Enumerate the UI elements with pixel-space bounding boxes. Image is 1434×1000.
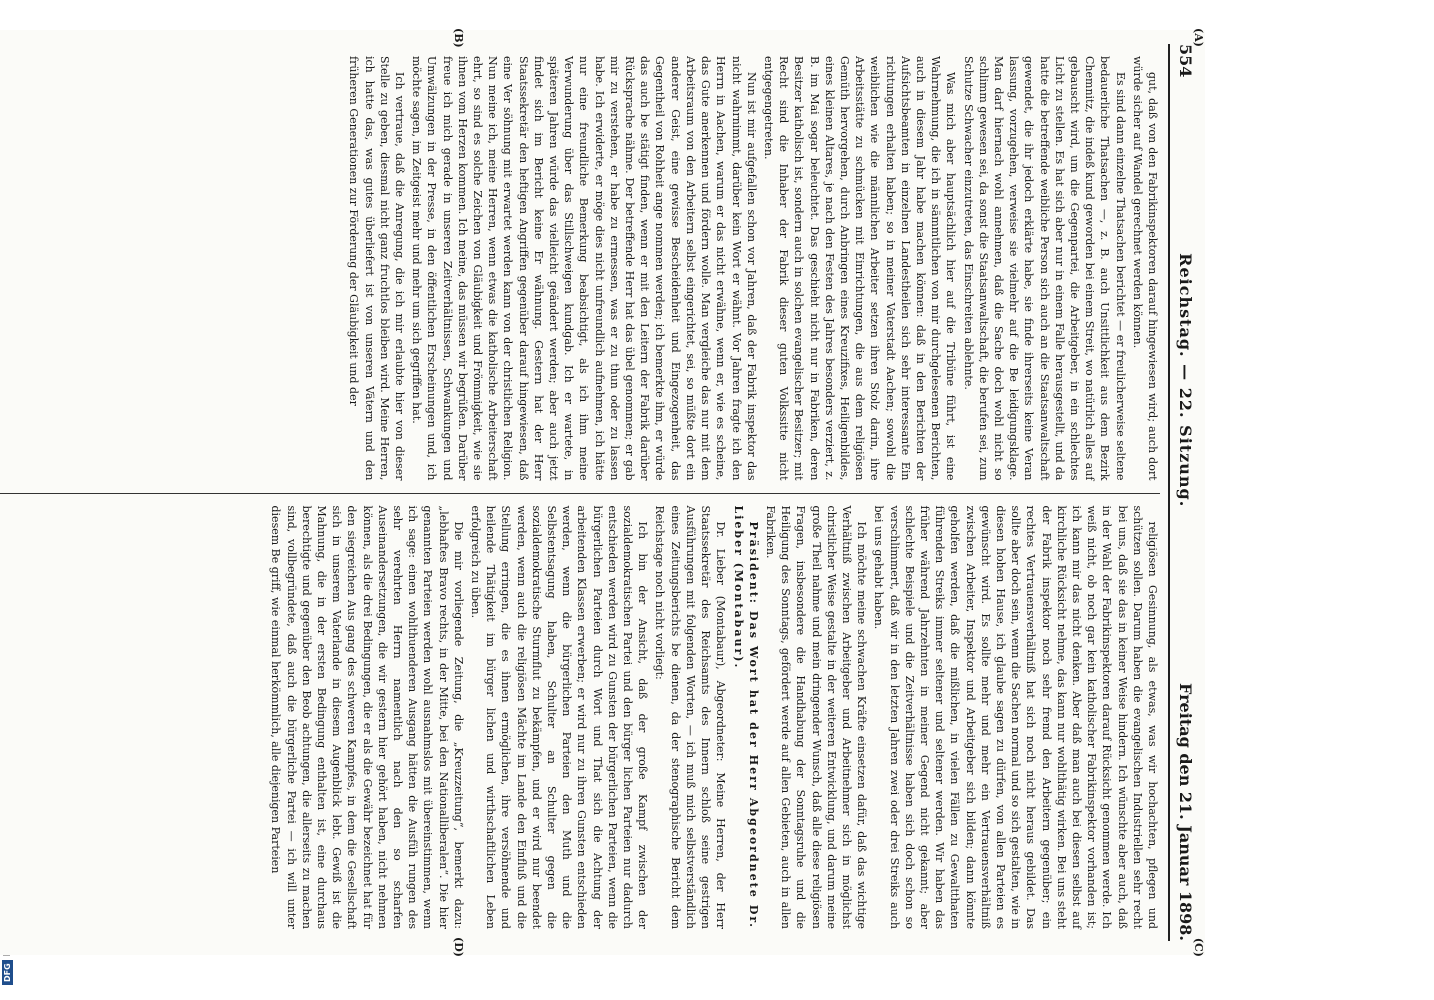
speaker-intro: Dr. Lieber (Montabaur), Abgeordneter: Meine Herren, der Herr Staatssekretär des Reichsamts des Innern schloß seine gestrigen Ausführungen mit folgenden Worten, — ich muß mich selbstverständlich eines Zeitungsberichts be dienen, da der stenographische Bericht dem Reichstage noch nicht vorliegt: (653, 505, 728, 929)
right-column (0, 493, 1160, 942)
paragraph: religiösen Gesinnung, als etwas, was wir hochachten, pflegen und schützen sollen. Darum haben die evangelischen Industriellen sehr recht bei uns, daß sie das in keiner Weise hindern. Ich wünschte aber auch, daß in der Wahl der Fabrikinspektoren darauf Rücksicht genommen werde. Ich weiß nicht, ob noch gar kein katholischer Fabrikinspektor vorhanden ist; ich kann mir das nicht denken. Aber daß man auch bei diesen selbst auf kirchliche Rücksicht nehme, das kann nur wohlthätig wirken. Bei uns steht der Fabrik inspektor noch sehr fremd den Arbeitern gegenüber; ein rechtes Vertrauensverhältniß hat sich noch nicht heraus gebildet. Das sollte aber doch sein, wenn die Sachen normal und so sich gestalten, wie in diesen hohen Hause, ich glaube sagen zu dürfen, von allen Parteien es gewünscht wird. Es sollte mehr und mehr ein Vertrauensverhältniß zwischen Arbeiter, Inspektor und Arbeitgeber sich bilden; dann könnte geholfen werden, daß die mißlichen, in vielen Fällen zu Gewaltthaten führenden Streiks immer seltener und seltener werden. Wir haben das früher während Jahrzehnten in meiner Gegend nicht gekannt; aber schlechte Beispiele und die Zeitverhältnisse haben sich doch schon so verschlimmert, daß wir in den letzten Jahren zwei oder drei Streiks auch bei uns gehabt haben. (872, 505, 1159, 929)
president-remark: Präsident: Das Wort hat der Herr Abgeordnete Dr. Lieber (Montabaur). (731, 505, 760, 929)
margin-marker-c: (C) (1192, 937, 1205, 957)
paragraph: Ich möchte meine schwachen Kräfte einsetzen dafür, daß das wichtige Verhältniß zwischen Arbeitgeber und Arbeitnehmer sich in möglichst christlicher Weise gestalte in der weiteren Entwicklung, und darum meine große Theil nahme und mein dringender Wunsch, daß alle diese religiösen Fragen, insbesondere die Handhabung der Sonntagsruhe und die Heiligung des Sonntags, gefördert werde auf allen Gebieten, auch in allen Fabriken. (763, 505, 869, 929)
text-columns (0, 44, 1160, 941)
quotation: Ich bin der Ansicht, daß der große Kampf zwischen der sozialdemokratischen Partei und den bürger lichen Parteien nur dadurch entschieden werden wird zu Gunsten der bürgerlichen Parteien, wenn die bürgerlichen Parteien durch Wort und That sich die Achtung der arbeitenden Klassen erwerben; er wird nur zu ihren Gunsten entschieden werden, wenn die bürgerlichen Parteien den Muth und die Selbstentsagung haben, Schulter an Schulter gegen die sozialdemokratische Sturmflut zu bekämpfen, und er wird nur beendet werden, wenn auch die religiösen Mächte im Lande den Einfluß und die Stellung erringen, die es ihnen ermöglichen, ihre versöhnende und heilende Thätigkeit im bürger lichen und wirthschaftlichen Leben erfolgreich zu üben. (469, 505, 650, 929)
paragraph: Es sind dann einzelne Thatsachen berichtet — er freulicherweise seltene bedauerliche Thatsachen —, z. B. auch Unsittlichkeit aus dem Bezirk Chemnitz, die indeß kund geworden bei einem Streit, wo natürlich alles auf gebauscht wird, um die Gegenpartei, die Arbeitgeber, in ein schlechtes Licht zu stellen. Es hat sich aber nur in einem Falle herausgestellt, und da hatte die betreffende weibliche Person sich auch an die Staatsanwaltschaft gewendet, die ihr jedoch erklärte habe, sie finde ihrerseits keine Veran lassung, vorzugehen, verweise sie vielmehr auf die Be leidigungsklage. Man darf hiernach wohl annehmen, daß die Sache doch wohl nicht so schlimm gewesen sei, da sonst die Staatsanwaltschaft, die berufen sei, zum Schutze Schwacher einzutreten, das Einschreiten ablehnte. (961, 56, 1127, 481)
scanned-page (0, 30, 1205, 955)
page-header (1168, 44, 1195, 941)
paragraph: Die mir vorliegende Zeitung, die „Kreuzzeitung“, bemerkt dazu: „lebhaftes Bravo rechts, in der Mitte, bei den Nationalliberalen“. Die hier genannten Parteien werden wohl ausnahmslos mit übereinstimmen, wenn ich sage: einen wohlthuenderen Ausgang hätten die Ausfüh rungen des sehr verehrten Herrn namentlich nach den so scharfen Auseinandersetzungen, die wir gestern hier gehört haben, nicht nehmen können, als die drei Bedingungen, die er als die Gewähr bezeichnet hat für den siegreichen Aus gang des schweren Kampfes, in dem die Gesellschaft sich in unserem Vaterlande in diesem Augenblick lebt. Gewiß ist die Mahnung, die in der ersten Bedingung enthalten ist, eine durchaus berechtigte und gegenüber den Beob achtungen, die allerseits zu machen sind, vollbegründete, daß auch die bürgerliche Partei — ich will unter diesem Be griff, wie einmal herkömmlich, alle diejenigen Parteien (269, 505, 465, 929)
dfg-logo: DFG (2, 960, 13, 985)
margin-marker-d: (D) (452, 937, 465, 957)
margin-marker-a: (A) (1192, 28, 1205, 47)
paragraph: Was mich aber hauptsächlich hier auf die Tribüne führt, ist eine Wahrnehmung, die ich in sämmtlichen von mir durchgelesenen Berichten, auch in diesem Jahr habe machen können: daß in den Berichten der Aufsichtsbeamten in einzelnen Landestheilen sich sehr interessante Ein richtungen erhalten haben; so in meiner Vaterstadt Aachen; sowohl die weiblichen wie die männlichen Arbeiter setzen ihren Stolz darin, ihre Arbeitsstätte zu schmücken mit Einrichtungen, die aus dem religiösen Gemüth hervorgehen, durch Anbringen eines Kreuzifixes, Heiligenbildes, eines kleinen Altares, je nach den Festen des Jahres besonders verziert, z. B. im Mai sogar beleuchtet. Das geschieht nicht nur in Fabriken, deren Besitzer katholisch ist, sondern auch in solchen evangelischer Besitzer; mit Recht sind die Inhaber der Fabrik dieser guten Volkssitte nicht entgegengetreten. (761, 56, 958, 481)
session-date: Freitag den 21. Januar 1898. (1176, 683, 1195, 941)
paragraph: Ich vertraue, daß die Anregung, die ich mir erlaubte hier von dieser Stelle zu geben, diesmal nicht ganz fruchtlos bleiben wird. Meine Herren, ich hatte das, was gutes überliefert ist von unseren Vätern und den früheren Generationen zur Förderung der Gläubigkeit und der (347, 56, 407, 481)
paragraph: gut, daß von den Fabrikinspektoren darauf hingewiesen wird; auch dort würde sicher auf Wandel gerechnet werden können. (1130, 56, 1159, 481)
page-title: Reichstag. — 22. Sitzung. (1176, 253, 1195, 508)
page-number: 554 (1176, 44, 1195, 78)
left-column (0, 44, 1160, 493)
paragraph: Nun ist mir aufgefallen schon vor Jahren, daß der Fabrik inspektor das nicht wahrnimmt, darüber kein Wort er wähnt. Vor Jahren fragte ich den Herrn in Aachen, warum er das nicht erwähne, wenn er, wie es scheine, das Gute anerkennen und fördern wolle. Man vergleiche das nur mit dem Arbeitsraum von den Arbeitern selbst eingerichtet, sei, so müßte dort ein anderer Geist, eine gewisse Bescheidenheit und Eingezogenheit, das Gegentheil von Rohheit ange nommen werden; ich bemerkte ihm, er würde das auch be stätigt finden, wenn er mit den Leitern der Fabrik darüber Rücksprache nähme. Der betreffende Herr hat das übel genommen; er gab mir zu verstehen, er habe zu ermessen, was er zu thun oder zu lassen habe. Ich erwiderte, er möge dies nicht unfreundlich aufnehmen, ich hätte nur eine freundliche Bemerkung beabsichtigt, als ich ihm meine Verwunderung über das Stillschweigen kundgab. Ich er wartete, in späteren Jahren würde das vielleicht geändert werden; aber auch jetzt findet sich im Bericht keine Er wähnung. Gestern hat der Herr Staatssekretär den heftigen Angriffen gegenüber darauf hingewiesen, daß eine Ver söhnung mit erwartet werden kann von der christlichen Religion. Nun meine ich, meine Herren, wenn etwas die katholische Arbeiterschaft ehrt, so sind es solche Zeichen von Gläubigkeit und Frömmigkeit, wie sie ihnen vom Herzen kommen. Ich meine, das müssen wir begrüßen. Darüber freue ich mich gerade in unseren Zeitverhältnissen, Schwankungen und Umwälzungen in der Presse, in den öffentlichen Erscheinungen und, ich möchte sagen, im Zeitgeist mehr und mehr um sich gegriffen hat. (410, 56, 758, 481)
margin-marker-b: (B) (452, 28, 465, 48)
